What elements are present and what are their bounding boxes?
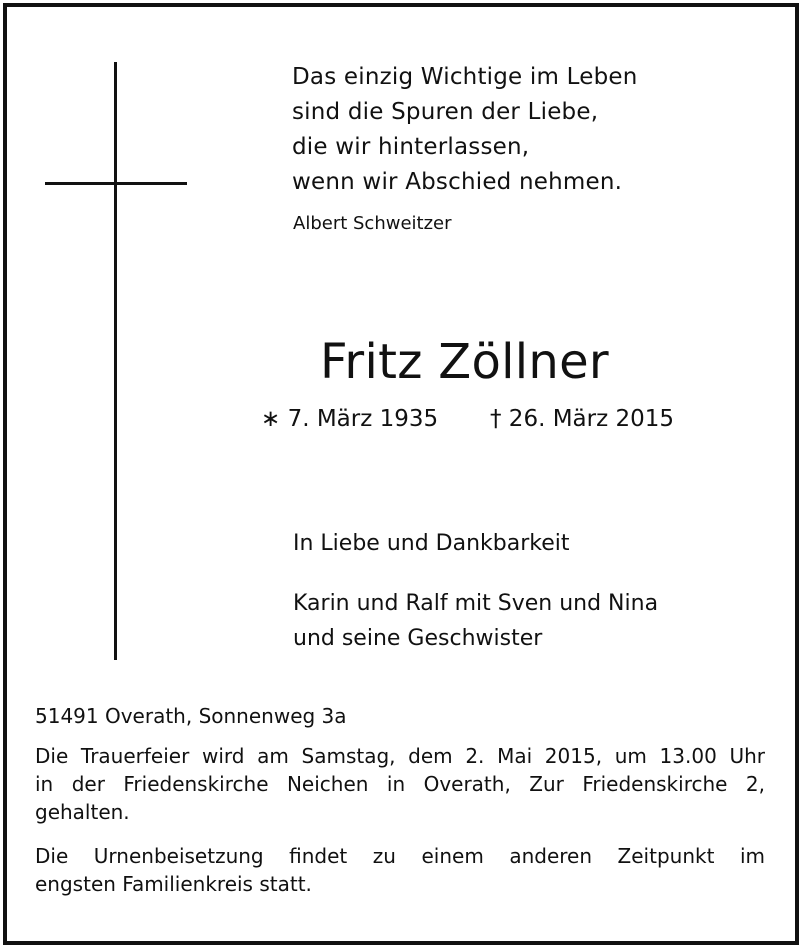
quote-author: Albert Schweitzer: [293, 213, 452, 234]
deceased-name: Fritz Zöllner: [320, 334, 609, 390]
quote-line: wenn wir Abschied nehmen.: [292, 169, 623, 195]
ceremony-line: in der Friedenskirche Neichen in Overath, Zur Friedenskirche 2,: [35, 772, 765, 796]
birth-date: ∗ 7. März 1935: [261, 406, 439, 432]
ceremony-line: Die Trauerfeier wird am Samstag, dem 2. Mai 2015, um 13.00 Uhr: [35, 744, 765, 768]
quote: [292, 60, 638, 200]
quote-line: sind die Spuren der Liebe,: [292, 99, 599, 125]
quote-line: die wir hinterlassen,: [292, 134, 530, 160]
burial-paragraph: [35, 842, 765, 898]
quote-line: Das einzig Wichtige im Leben: [292, 64, 638, 90]
death-date: † 26. März 2015: [490, 406, 675, 432]
ceremony-paragraph: [35, 742, 765, 826]
mourners-line: Karin und Ralf mit Sven und Nina: [293, 591, 659, 616]
mourners-line: und seine Geschwister: [293, 626, 543, 651]
dedication: In Liebe und Dankbarkeit: [293, 531, 570, 556]
cross-vertical-bar: [114, 62, 117, 660]
burial-line: Die Urnenbeisetzung findet zu einem anderen Zeitpunkt im: [35, 844, 765, 868]
ceremony-line: gehalten.: [35, 800, 130, 824]
address: 51491 Overath, Sonnenweg 3a: [35, 704, 347, 728]
cross-horizontal-bar: [45, 182, 187, 185]
burial-line: engsten Familienkreis statt.: [35, 872, 312, 896]
